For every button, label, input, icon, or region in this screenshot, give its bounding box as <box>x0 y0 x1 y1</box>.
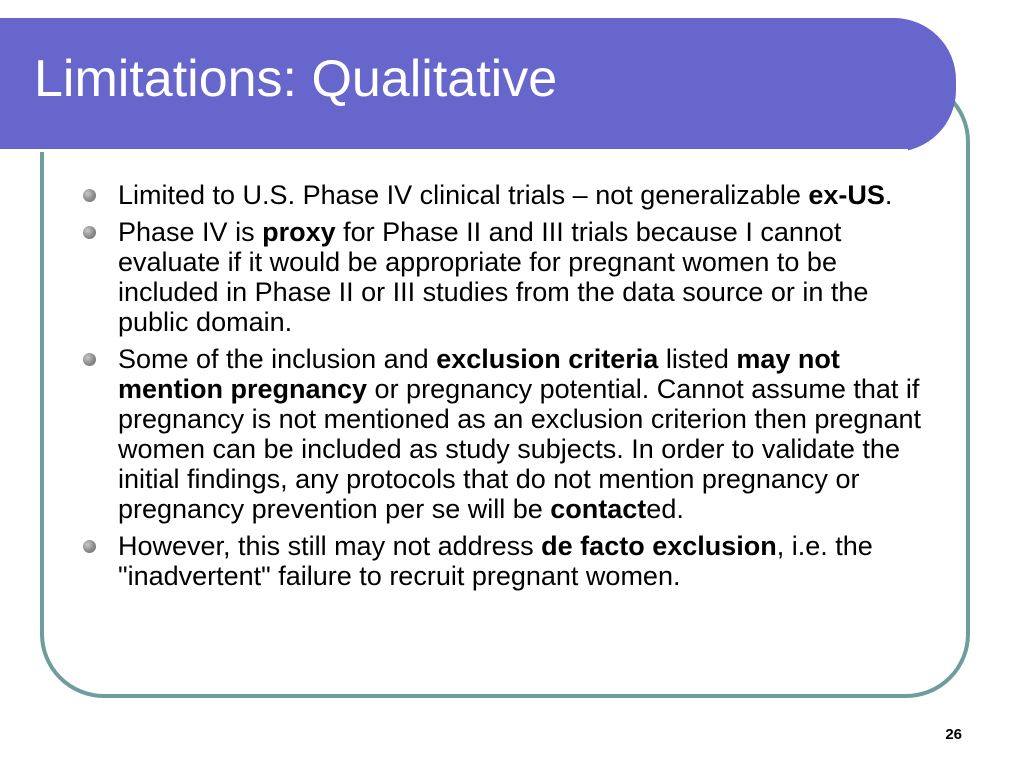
bullet-text-emphasis: de facto exclusion <box>541 531 777 561</box>
bullet-text-segment: . <box>884 180 893 210</box>
bullet-text-segment: for Phase II and III trials because I cannot evaluate if it would be appropriate for pregnant women to be included in Phase II or III studies from the data source or in the public domain. <box>118 217 869 337</box>
bullet-text <box>118 217 868 337</box>
bullet-text-segment: However, this still may not address <box>118 531 542 561</box>
bullet-icon <box>83 353 96 366</box>
bullet-text-segment: , i.e. the "inadvertent" failure to recruit pregnant women. <box>118 531 873 591</box>
page-number: 26 <box>945 726 962 743</box>
bullet-item <box>80 344 940 524</box>
bullet-text-emphasis: exclusion criteria <box>436 344 659 374</box>
bullet-text <box>118 531 873 591</box>
bullet-text-emphasis: contact <box>550 494 647 524</box>
bullet-text-segment: ed. <box>646 494 684 524</box>
bullet-list <box>80 180 940 598</box>
bullet-text-emphasis: may not mention pregnancy <box>118 344 840 404</box>
bullet-text-segment: Some of the inclusion and <box>118 344 437 374</box>
bullet-text <box>118 180 892 210</box>
bullet-text <box>118 344 921 524</box>
title-underline <box>0 149 908 152</box>
bullet-icon <box>83 226 96 239</box>
slide-title: Limitations: Qualitative <box>34 50 558 108</box>
bullet-text-segment: listed <box>658 344 737 374</box>
bullet-item <box>80 217 940 337</box>
bullet-text-emphasis: ex-US <box>808 180 885 210</box>
bullet-text-segment: Limited to U.S. Phase IV clinical trials – not generalizable <box>118 180 809 210</box>
bullet-icon <box>83 540 96 553</box>
bullet-text-segment: or pregnancy potential. Cannot assume that if pregnancy is not mentioned as an exclusion criterion then pregnant women can be included as study subjects. In order to validate the initial findings, any protocols that do not mention pregnancy or pregnancy prevention per se will be <box>118 374 921 524</box>
bullet-text-emphasis: proxy <box>262 217 336 247</box>
bullet-icon <box>83 189 96 202</box>
bullet-item <box>80 531 940 591</box>
bullet-text-segment: Phase IV is <box>118 217 263 247</box>
bullet-item <box>80 180 940 210</box>
